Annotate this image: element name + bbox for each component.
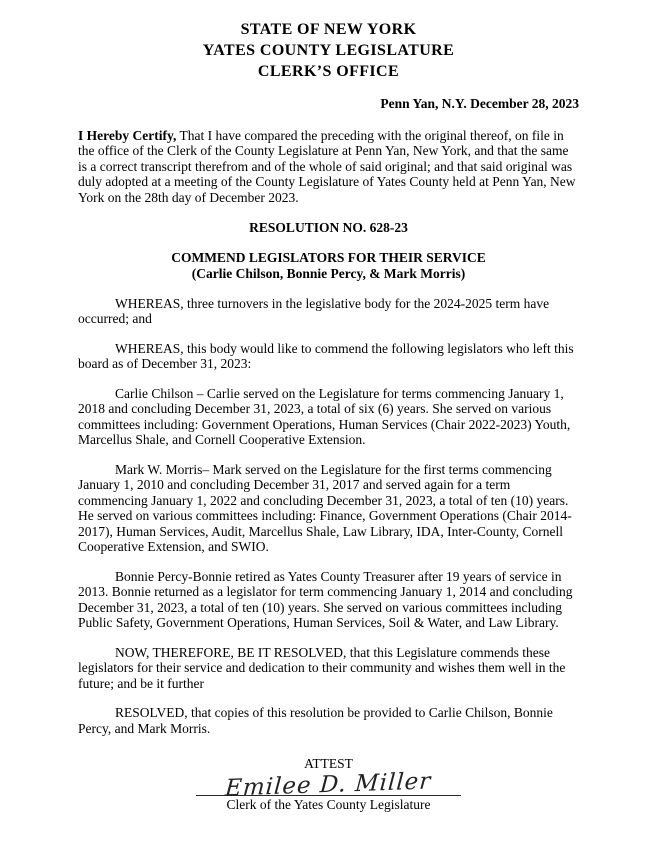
paragraph-whereas-turnovers: WHEREAS, three turnovers in the legislative body for the 2024-2025 term have occurred; and — [78, 295, 550, 326]
certification-body: That I have compared the preceding with the original thereof, on file in the office of the Clerk of the County Legislature at Penn Yan, New York, and that the same is a correct transcript therefrom and of the whole of said original; and that said original was duly adopted at a meeting of the County Legislature of Yates County held at Penn Yan, New York on the 28th day of December 2023. — [78, 127, 576, 205]
attest-label: ATTEST — [304, 756, 353, 771]
paragraph-carlie-chilson: Carlie Chilson – Carlie served on the Legislature for terms commencing January 1, 2018 and concluding December 31, 2023, a total of six (6) years. She served on various committees including: Government Operations, Human Services (Chair 2022-2023) Youth, Marcellus Shale, and Cornell Cooperative Extension. — [78, 385, 571, 447]
paragraph-mark-morris: Mark W. Morris– Mark served on the Legislature for the first terms commencing January 1, 2010 and concluding December 31, 2017 and served again for a term commencing January 1, 2022 and concluding December 31, 2023, a total of ten (10) years. He served on various committees including: Finance, Government Operations (Chair 2014-2017), Human Services, Audit, Marcellus Shale, Law Library, IDA, Inter-County, Cornell Cooperative Extension, and SWIO. — [78, 461, 572, 554]
dateline: Penn Yan, N.Y. December 28, 2023 — [380, 96, 579, 111]
document-header — [78, 19, 579, 82]
resolution-title-block — [78, 250, 579, 282]
signature-block — [78, 767, 579, 813]
paragraph-resolved-copies: RESOLVED, that copies of this resolution be provided to Carlie Chilson, Bonnie Percy, and Mark Morris. — [78, 705, 553, 736]
paragraph-bonnie-percy: Bonnie Percy-Bonnie retired as Yates County Treasurer after 19 years of service in 2013. Bonnie returned as a legislator for term commencing January 1, 2014 and concluding December 31, 2023, a total of ten (10) years. She served on various committees including Public Safety, Government Operations, Human Services, Soil & Water, and Law Library. — [78, 568, 573, 630]
certification-paragraph — [78, 128, 579, 206]
header-office-line: CLERK’S OFFICE — [257, 63, 400, 80]
signature-title: Clerk of the Yates County Legislature — [226, 797, 431, 812]
header-state-line: STATE OF NEW YORK — [240, 21, 417, 38]
resolution-subtitle: (Carlie Chilson, Bonnie Percy, & Mark Morris) — [191, 265, 466, 281]
header-legislature-line: YATES COUNTY LEGISLATURE — [202, 42, 455, 59]
paragraph-whereas-commend: WHEREAS, this body would like to commend the following legislators who left this board as of December 31, 2023: — [78, 340, 574, 371]
clerk-signature: Emilee D. Miller — [224, 767, 433, 802]
resolution-title: COMMEND LEGISLATORS FOR THEIR SERVICE — [171, 249, 486, 265]
certification-lead: I Hereby Certify, — [78, 127, 177, 143]
paragraph-now-therefore-resolved: NOW, THEREFORE, BE IT RESOLVED, that this Legislature commends these legislators for their service and dedication to their community and wishes them well in the future; and be it further — [78, 644, 566, 691]
resolution-number-heading: RESOLUTION NO. 628-23 — [249, 220, 408, 235]
